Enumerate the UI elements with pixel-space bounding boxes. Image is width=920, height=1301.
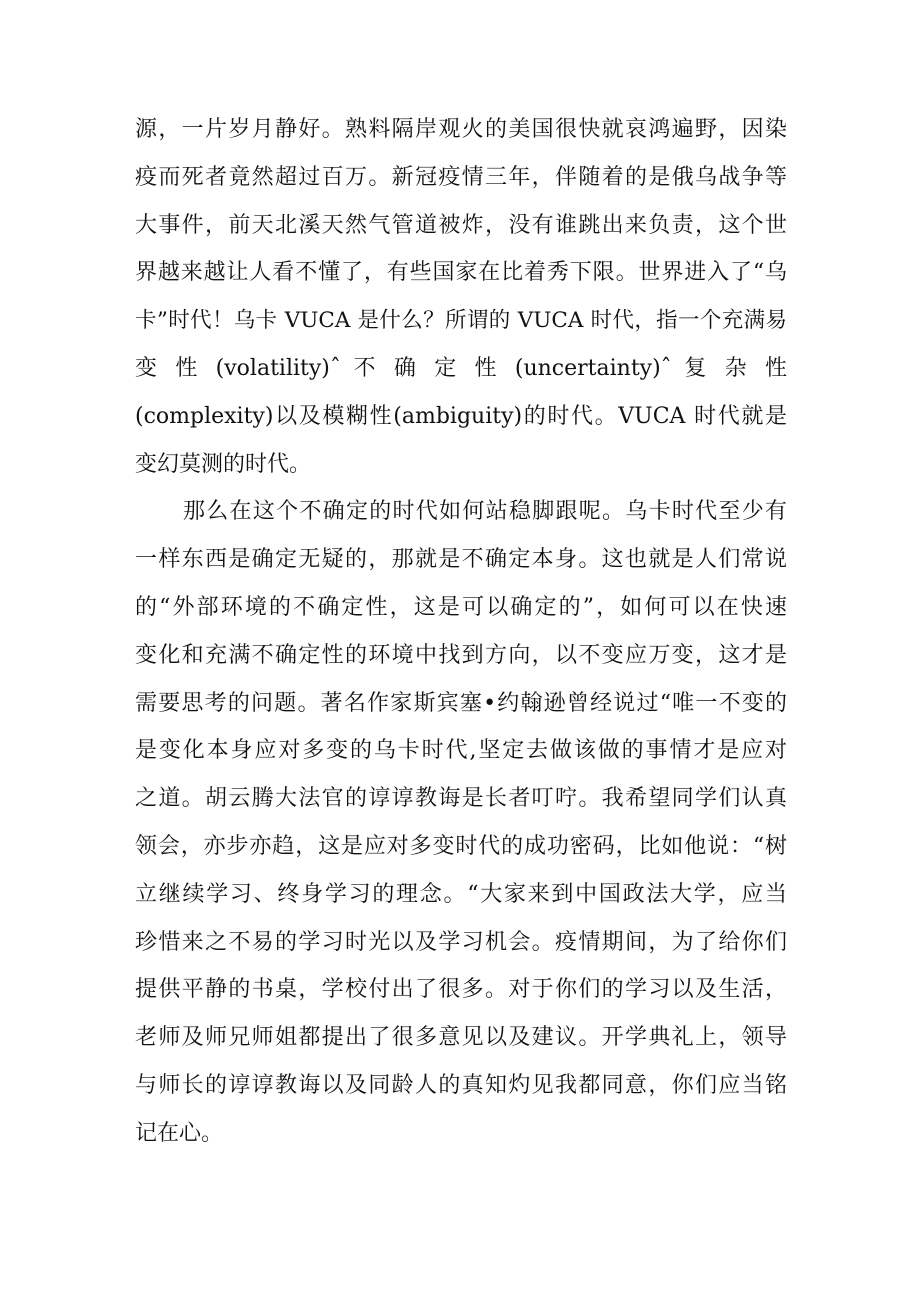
text-line: 珍惜来之不易的学习时光以及学习机会。疫情期间，为了给你们 xyxy=(135,929,787,955)
text-line: 界越来越让人看不懂了，有些国家在比着秀下限。世界进入了“乌 xyxy=(135,260,787,286)
text-line: 那么在这个不确定的时代如何站稳脚跟呢。乌卡时代至少有 xyxy=(183,499,787,525)
document-body xyxy=(135,106,787,1158)
text-line: 一样东西是确定无疑的，那就是不确定本身。这也就是人们常说 xyxy=(135,547,787,573)
text-line: 立继续学习、终身学习的理念。“大家来到中国政法大学，应当 xyxy=(135,881,787,907)
text-line: 变 性 (volatility)ˆ 不 确 定 性 (uncertainty)ˆ 复 杂 性 xyxy=(135,355,787,381)
text-line: 大事件，前天北溪天然气管道被炸，没有谁跳出来负责，这个世 xyxy=(135,212,787,238)
paragraph-2 xyxy=(135,488,787,1157)
text-line: 疫而死者竟然超过百万。新冠疫情三年，伴随着的是俄乌战争等 xyxy=(135,164,787,190)
text-line: 记在心。 xyxy=(135,1120,224,1146)
text-line: 与师长的谆谆教诲以及同龄人的真知灼见我都同意，你们应当铭 xyxy=(135,1072,787,1098)
text-line: 变化和充满不确定性的环境中找到方向，以不变应万变，这才是 xyxy=(135,642,787,668)
text-line: (complexity)以及模糊性(ambiguity)的时代。VUCA 时代就是 xyxy=(135,403,787,429)
text-line: 变幻莫测的时代。 xyxy=(135,451,312,477)
text-line: 源，一片岁月静好。熟料隔岸观火的美国很快就哀鸿遍野，因染 xyxy=(135,117,787,142)
text-line: 是变化本身应对多变的乌卡时代,坚定去做该做的事情才是应对 xyxy=(135,738,787,764)
text-line: 的“外部环境的不确定性，这是可以确定的”，如何可以在快速 xyxy=(135,594,787,620)
paragraph-1 xyxy=(135,106,787,488)
text-line: 领会，亦步亦趋，这是应对多变时代的成功密码，比如他说：“树 xyxy=(135,833,787,859)
text-line: 提供平静的书桌，学校付出了很多。对于你们的学习以及生活， xyxy=(135,977,787,1003)
text-line: 老师及师兄师姐都提出了很多意见以及建议。开学典礼上，领导 xyxy=(135,1025,787,1051)
text-line: 卡”时代！乌卡 VUCA 是什么？所谓的 VUCA 时代，指一个充满易 xyxy=(135,308,787,334)
text-line: 之道。胡云腾大法官的谆谆教诲是长者叮咛。我希望同学们认真 xyxy=(135,786,787,812)
text-line: 需要思考的问题。著名作家斯宾塞•约翰逊曾经说过“唯一不变的 xyxy=(135,690,787,716)
